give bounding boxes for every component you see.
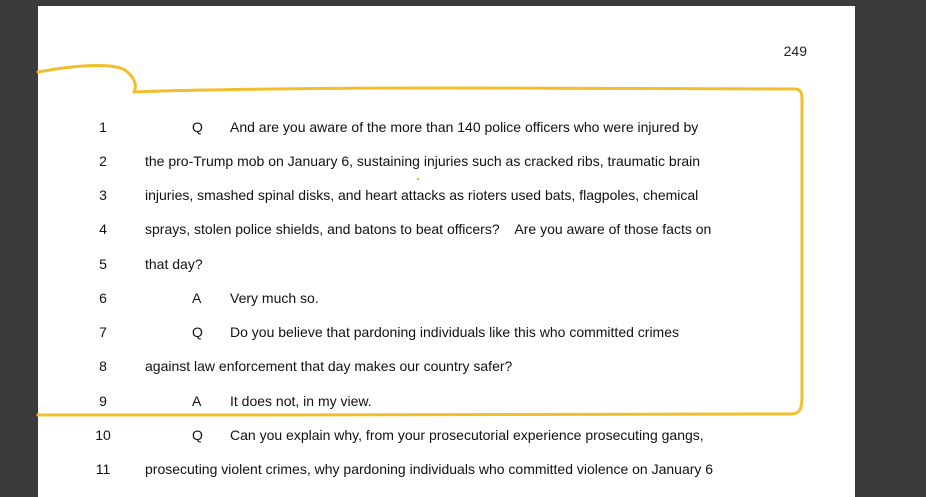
line-number: 7: [99, 324, 107, 340]
line-number: 5: [99, 256, 107, 272]
transcript-line: [38, 221, 855, 241]
line-number: 6: [99, 290, 107, 306]
line-number: 9: [99, 393, 107, 409]
transcript-line: [38, 187, 855, 207]
transcript-line: [38, 461, 855, 481]
line-text: against law enforcement that day makes our country safer?: [145, 358, 513, 374]
speaker-label: Q: [192, 119, 203, 135]
transcript-line: [38, 119, 855, 139]
transcript-line: [38, 393, 855, 413]
line-number: 11: [95, 461, 111, 477]
line-number: 3: [99, 187, 107, 203]
line-number: 1: [99, 119, 107, 135]
transcript-line: [38, 290, 855, 310]
speaker-label: Q: [192, 324, 203, 340]
line-text: Very much so.: [230, 290, 319, 306]
transcript-line: [38, 427, 855, 447]
transcript-line: [38, 324, 855, 344]
speaker-label: Q: [192, 427, 203, 443]
line-number: 10: [95, 427, 111, 443]
line-text: Can you explain why, from your prosecutorial experience prosecuting gangs,: [230, 427, 704, 443]
line-text: Do you believe that pardoning individuals like this who committed crimes: [230, 324, 679, 340]
line-text: sprays, stolen police shields, and batons to beat officers? Are you aware of those facts on: [145, 221, 712, 237]
speaker-label: A: [192, 290, 202, 306]
page-number: 249: [783, 43, 807, 59]
transcript-page: [38, 6, 855, 497]
speaker-label: A: [192, 393, 202, 409]
line-text: prosecuting violent crimes, why pardoning individuals who committed violence on January 6: [145, 461, 714, 477]
line-text: And are you aware of the more than 140 police officers who were injured by: [230, 119, 699, 135]
transcript-line: [38, 153, 855, 173]
line-text: injuries, smashed spinal disks, and heart attacks as rioters used bats, flagpoles, chemical: [145, 187, 699, 203]
transcript-line: [38, 358, 855, 378]
line-text: the pro-Trump mob on January 6, sustaining injuries such as cracked ribs, traumatic brain: [145, 153, 701, 169]
line-text: It does not, in my view.: [230, 393, 372, 409]
line-text: that day?: [145, 256, 203, 272]
line-number: 2: [99, 153, 107, 169]
line-number: 4: [99, 221, 107, 237]
line-number: 8: [99, 358, 107, 374]
transcript-line: [38, 256, 855, 276]
